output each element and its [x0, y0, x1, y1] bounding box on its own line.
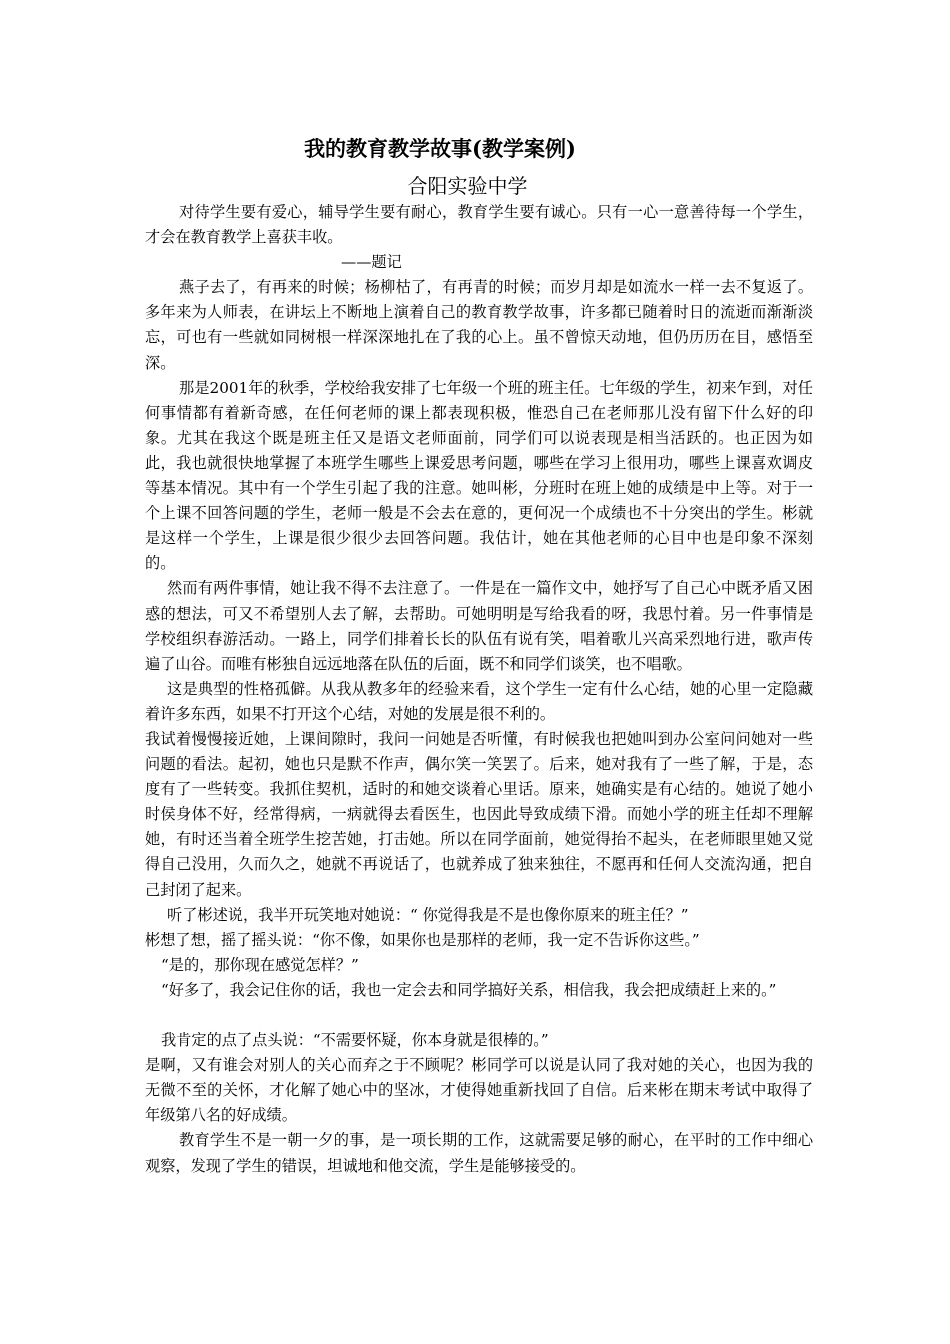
document-title: 我的教育教学故事(教学案例): [304, 136, 576, 161]
paragraph: 我试着慢慢接近她，上课间隙时，我问一问她是否听懂，有时候我也把她叫到办公室问问她对一些问题的看法。起初，她也只是默不作声，偶尔笑一笑罢了。后来，她对我有了一些了解，于是，态度有了一些转变。我抓住契机，适时的和她交谈着心里话。原来，她确实是有心结的。她说了她小时侯身体不好，经常得病，一病就得去看医生，也因此导致成绩下滑。而她小学的班主任却不理解她，有时还当着全班学生挖苦她，打击她。所以在同学面前，她觉得抬不起头，在老师眼里她又觉得自己没用，久而久之，她就不再说话了，也就养成了独来独往，不愿再和任何人交流沟通，把自己封闭了起来。: [145, 729, 813, 899]
paragraph: 燕子去了，有再来的时候；杨柳枯了，有再青的时候；而岁月却是如流水一样一去不复返了。多年来为人师表，在讲坛上不断地上演着自己的教育教学故事，许多都已随着时日的流逝而渐渐淡忘，可也有一些就如同树根一样深深地扎在了我的心上。虽不曾惊天动地，但仍历历在目，感悟至深。: [145, 278, 813, 372]
blank-line: [145, 1003, 813, 1028]
paragraph: 这是典型的性格孤僻。从我从教多年的经验来看，这个学生一定有什么心结，她的心里一定隐藏着许多东西，如果不打开这个心结，对她的发展是很不利的。: [145, 679, 813, 723]
school-name: 合阳实验中学: [407, 174, 528, 198]
dialogue-line: “是的，那你现在感觉怎样？”: [161, 955, 359, 974]
epigraph-signature: ——题记: [341, 253, 402, 272]
paragraph: 教育学生不是一朝一夕的事，是一项长期的工作，这就需要足够的耐心，在平时的工作中细心观察，发现了学生的错误，坦诚地和他交流，学生是能够接受的。: [145, 1131, 813, 1175]
document-body: [145, 200, 813, 1179]
dialogue-line: “好多了，我会记住你的话，我也一定会去和同学搞好关系，相信我，我会把成绩赶上来的。”: [161, 980, 777, 999]
paragraph: 是啊，又有谁会对别人的关心而弃之于不顾呢？彬同学可以说是认同了我对她的关心，也因为我的无微不至的关怀，才化解了她心中的坚冰，才使得她重新找回了自信。后来彬在期末考试中取得了年级第八名的好成绩。: [145, 1056, 813, 1125]
epigraph: 对待学生要有爱心，辅导学生要有耐心，教育学生要有诚心。只有一心一意善待每一个学生，才会在教育教学上喜获丰收。: [145, 203, 813, 247]
paragraph: 然而有两件事情，她让我不得不去注意了。一件是在一篇作文中，她抒写了自己心中既矛盾又困惑的想法，可又不希望别人去了解，去帮助。可她明明是写给我看的呀，我思忖着。另一件事情是学校组织春游活动。一路上，同学们排着长长的队伍有说有笑，唱着歌儿兴高采烈地行进，歌声传遍了山谷。而唯有彬独自远远地落在队伍的后面，既不和同学们谈笑，也不唱歌。: [145, 579, 813, 673]
dialogue-line: 我肯定的点了点头说：“不需要怀疑，你本身就是很棒的。”: [161, 1031, 549, 1050]
dialogue-line: 彬想了想，摇了摇头说：“你不像，如果你也是那样的老师，我一定不告诉你这些。”: [145, 930, 700, 949]
paragraph: 那是2001年的秋季，学校给我安排了七年级一个班的班主任。七年级的学生，初来乍到，对任何事情都有着新奇感，在任何老师的课上都表现积极，惟恐自己在老师那儿没有留下什么好的印象。尤其在我这个既是班主任又是语文老师面前，同学们可以说表现是相当活跃的。也正因为如此，我也就很快地掌握了本班学生哪些上课爱思考问题，哪些在学习上很用功，哪些上课喜欢调皮等基本情况。其中有一个学生引起了我的注意。她叫彬，分班时在班上她的成绩是中上等。对于一个上课不回答问题的学生，老师一般是不会去在意的，更何况一个成绩也不十分突出的学生。彬就是这样一个学生，上课是很少很少去回答问题。我估计，她在其他老师的心目中也是印象不深刻的。: [145, 378, 813, 573]
dialogue-line: 听了彬述说，我半开玩笑地对她说：“ 你觉得我是不是也像你原来的班主任？”: [167, 905, 689, 924]
